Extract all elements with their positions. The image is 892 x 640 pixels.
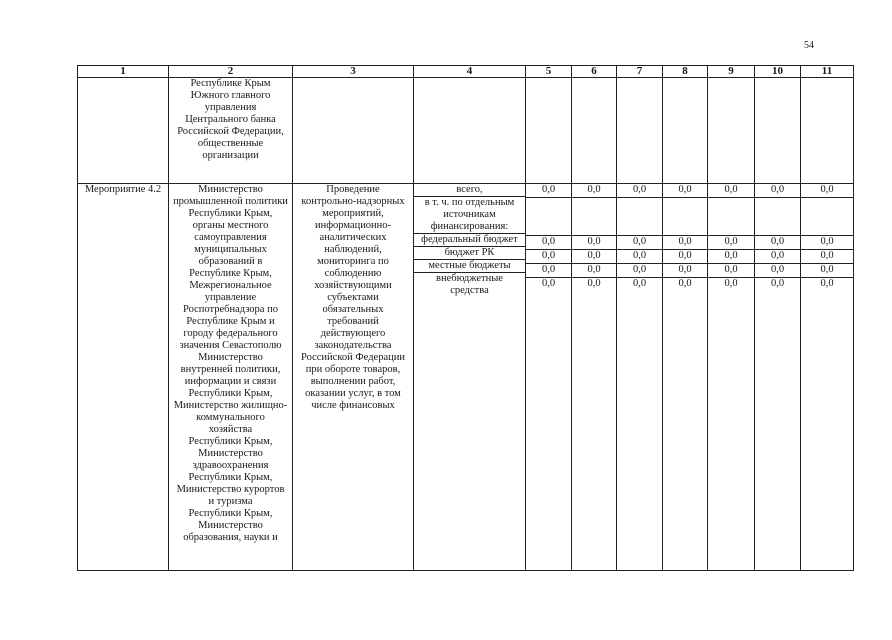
value-regional: 0,0: [617, 250, 662, 264]
value-local: 0,0: [663, 264, 707, 278]
value-regional: 0,0: [526, 250, 571, 264]
value-federal: 0,0: [708, 236, 754, 250]
value-local: 0,0: [801, 264, 853, 278]
year-column: [572, 184, 617, 571]
value-extra: 0,0: [724, 278, 738, 289]
value-local: 0,0: [526, 264, 571, 278]
year-column: [708, 184, 755, 571]
table-cell: [414, 78, 526, 184]
value-extra: 0,0: [541, 278, 556, 289]
value-blank: [663, 198, 707, 236]
table-cell: [617, 78, 663, 184]
header-cell: 5: [526, 66, 572, 78]
value-extra: 0,0: [632, 278, 647, 289]
header-cell: 11: [801, 66, 854, 78]
header-cell: 7: [617, 66, 663, 78]
value-federal: 0,0: [526, 236, 571, 250]
table-cell: [526, 78, 572, 184]
header-cell: 2: [169, 66, 293, 78]
value-federal: 0,0: [617, 236, 662, 250]
value-local: 0,0: [617, 264, 662, 278]
year-column: [663, 184, 708, 571]
value-federal: 0,0: [755, 236, 800, 250]
value-total: 0,0: [801, 184, 853, 198]
year-column: [801, 184, 854, 571]
header-cell: 6: [572, 66, 617, 78]
table-cell: [755, 78, 801, 184]
table-cell: [801, 78, 854, 184]
description-cell: Проведение контрольно-надзорных мероприятий, информационно- аналитических наблюдений, мониторинга по соблюдению хозяйствующими субъектами обязательных требований действующего законодательства Российской Федерации при обороте товаров, выполнении работ, оказании услуг, в том числе финансовых: [293, 184, 414, 571]
page-number: 54: [804, 40, 814, 51]
financing-sources: [414, 184, 525, 297]
year-column: [526, 184, 572, 571]
value-blank: [755, 198, 800, 236]
value-regional: 0,0: [572, 250, 616, 264]
year-column: [755, 184, 801, 571]
source-local: местные бюджеты: [414, 260, 525, 273]
value-regional: 0,0: [663, 250, 707, 264]
table-cell: [78, 78, 169, 184]
value-local: 0,0: [708, 264, 754, 278]
responsible-cell: Республике Крым Южного главного управления Центрального банка Российской Федерации, общественные организации: [169, 78, 293, 184]
value-total: 0,0: [708, 184, 754, 198]
value-blank: [617, 198, 662, 236]
value-federal: 0,0: [801, 236, 853, 250]
value-extra: 0,0: [820, 278, 834, 289]
value-federal: 0,0: [572, 236, 616, 250]
header-row: [78, 66, 854, 78]
value-total: 0,0: [663, 184, 707, 198]
header-cell: 9: [708, 66, 755, 78]
source-including: в т. ч. по отдельным источникам финансирования:: [414, 197, 525, 234]
header-cell: 10: [755, 66, 801, 78]
table-cell: [293, 78, 414, 184]
table-cell: [663, 78, 708, 184]
value-blank: [526, 198, 571, 236]
responsible-cell: Министерство промышленной политики Республики Крым, органы местного самоуправления муниципальных образований в Республике Крым, Межрегиональное управление Роспотребнадзора по Республике Крым и городу федерального значения Севастополю Министерство внутренней политики, информации и связи Республики Крым, Министерство жилищно- коммунального хозяйства Республики Крым, Министерство здравоохранения Республики Крым, Министерство курортов и туризма Республики Крым, Министерство образования, науки и: [169, 184, 293, 571]
value-extra: 0,0: [770, 278, 785, 289]
value-blank: [708, 198, 754, 236]
value-local: 0,0: [755, 264, 800, 278]
value-blank: [801, 198, 853, 236]
source-federal: федеральный бюджет: [414, 234, 525, 247]
table-cell: [708, 78, 755, 184]
source-total: всего,: [414, 184, 525, 197]
year-column: [617, 184, 663, 571]
value-extra: 0,0: [587, 278, 601, 289]
header-cell: 3: [293, 66, 414, 78]
financing-sources-cell: [414, 184, 526, 571]
measure-row: [78, 184, 854, 571]
source-regional: бюджет РК: [414, 247, 525, 260]
value-local: 0,0: [572, 264, 616, 278]
measure-name: Мероприятие 4.2: [78, 184, 169, 571]
value-blank: [572, 198, 616, 236]
value-total: 0,0: [526, 184, 571, 198]
value-regional: 0,0: [755, 250, 800, 264]
value-total: 0,0: [572, 184, 616, 198]
table-cell: [572, 78, 617, 184]
financing-table: [77, 65, 854, 571]
value-total: 0,0: [617, 184, 662, 198]
value-regional: 0,0: [708, 250, 754, 264]
header-cell: 4: [414, 66, 526, 78]
header-cell: 8: [663, 66, 708, 78]
header-cell: 1: [78, 66, 169, 78]
value-extra: 0,0: [678, 278, 692, 289]
continuation-row: [78, 78, 854, 184]
value-total: 0,0: [755, 184, 800, 198]
value-federal: 0,0: [663, 236, 707, 250]
value-regional: 0,0: [801, 250, 853, 264]
source-extra: внебюджетные средства: [436, 273, 503, 296]
